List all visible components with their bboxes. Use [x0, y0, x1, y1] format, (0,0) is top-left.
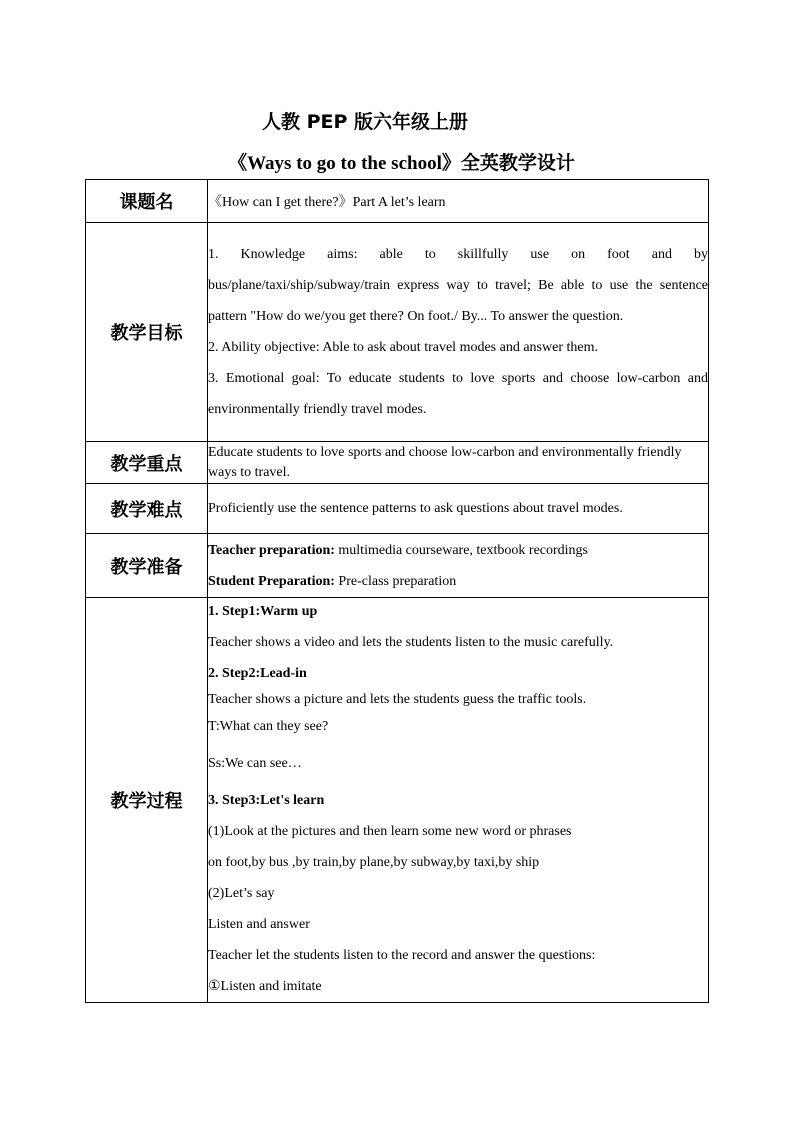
label-topic: 课题名 — [86, 180, 208, 223]
objective-emotional: 3. Emotional goal: To educate students to love sports and choose low-carbon and environmentally friendly travel modes. — [208, 371, 708, 417]
step3-lets-say: (2)Let’s say — [208, 886, 275, 901]
step3-teacher-instruction: Teacher let the students listen to the record and answer the questions: — [208, 948, 596, 963]
row-objectives — [86, 223, 709, 442]
step1-text: Teacher shows a video and lets the students listen to the music carefully. — [208, 635, 614, 650]
label-objectives: 教学目标 — [86, 223, 208, 442]
row-key-points — [86, 442, 709, 484]
row-process — [86, 598, 709, 1003]
objectives-cell — [208, 223, 709, 442]
topic-text: 《How can I get there?》Part A let’s learn — [208, 180, 709, 223]
student-preparation-label: Student Preparation: — [208, 573, 335, 589]
teacher-preparation-text: multimedia courseware, textbook recordings — [334, 542, 588, 558]
row-topic — [86, 180, 709, 223]
row-difficulties — [86, 484, 709, 534]
step2-title: 2. Step2:Lead-in — [208, 666, 307, 681]
step3-words: on foot,by bus ,by train,by plane,by subway,by taxi,by ship — [208, 855, 540, 870]
label-difficulties: 教学难点 — [86, 484, 208, 534]
lesson-plan-table — [85, 179, 709, 1003]
preparation-cell — [208, 534, 709, 598]
step2-question: T:What can they see? — [208, 719, 329, 734]
teacher-preparation — [208, 535, 708, 566]
teacher-preparation-label: Teacher preparation: — [208, 542, 335, 558]
process-cell — [208, 598, 709, 1003]
difficulties-text: Proficiently use the sentence patterns to ask questions about travel modes. — [208, 484, 709, 534]
subtitle-chinese: 全英教学设计 — [460, 152, 575, 174]
step2-text: Teacher shows a picture and lets the students guess the traffic tools. — [208, 692, 587, 707]
student-preparation-text: Pre-class preparation — [334, 573, 457, 589]
document-title: 人教 PEP 版六年级上册 — [261, 111, 469, 133]
document-subtitle — [0, 148, 793, 175]
step3-listen-answer: Listen and answer — [208, 917, 310, 932]
step3-title: 3. Step3:Let's learn — [208, 793, 325, 808]
objective-ability: 2. Ability objective: Able to ask about travel modes and answer them. — [208, 340, 598, 355]
label-process: 教学过程 — [86, 598, 208, 1003]
step1-title: 1. Step1:Warm up — [208, 604, 318, 619]
label-key-points: 教学重点 — [86, 442, 208, 484]
subtitle-english: 《Ways to go to the school》 — [228, 153, 461, 174]
step2-answer: Ss:We can see… — [208, 756, 302, 771]
key-points-text: Educate students to love sports and choose low-carbon and environmentally friendly ways to travel. — [208, 442, 709, 484]
step3-look: (1)Look at the pictures and then learn some new word or phrases — [208, 824, 572, 839]
row-preparation — [86, 534, 709, 598]
student-preparation — [208, 566, 708, 597]
label-preparation: 教学准备 — [86, 534, 208, 598]
step3-listen-imitate: ①Listen and imitate — [208, 979, 322, 994]
objective-knowledge: 1. Knowledge aims: able to skillfully use on foot and by bus/plane/taxi/ship/subway/train express way to travel; Be able to use the sentence pattern "How do we/you get there? On foot./ By... To answer the question. — [208, 247, 708, 324]
